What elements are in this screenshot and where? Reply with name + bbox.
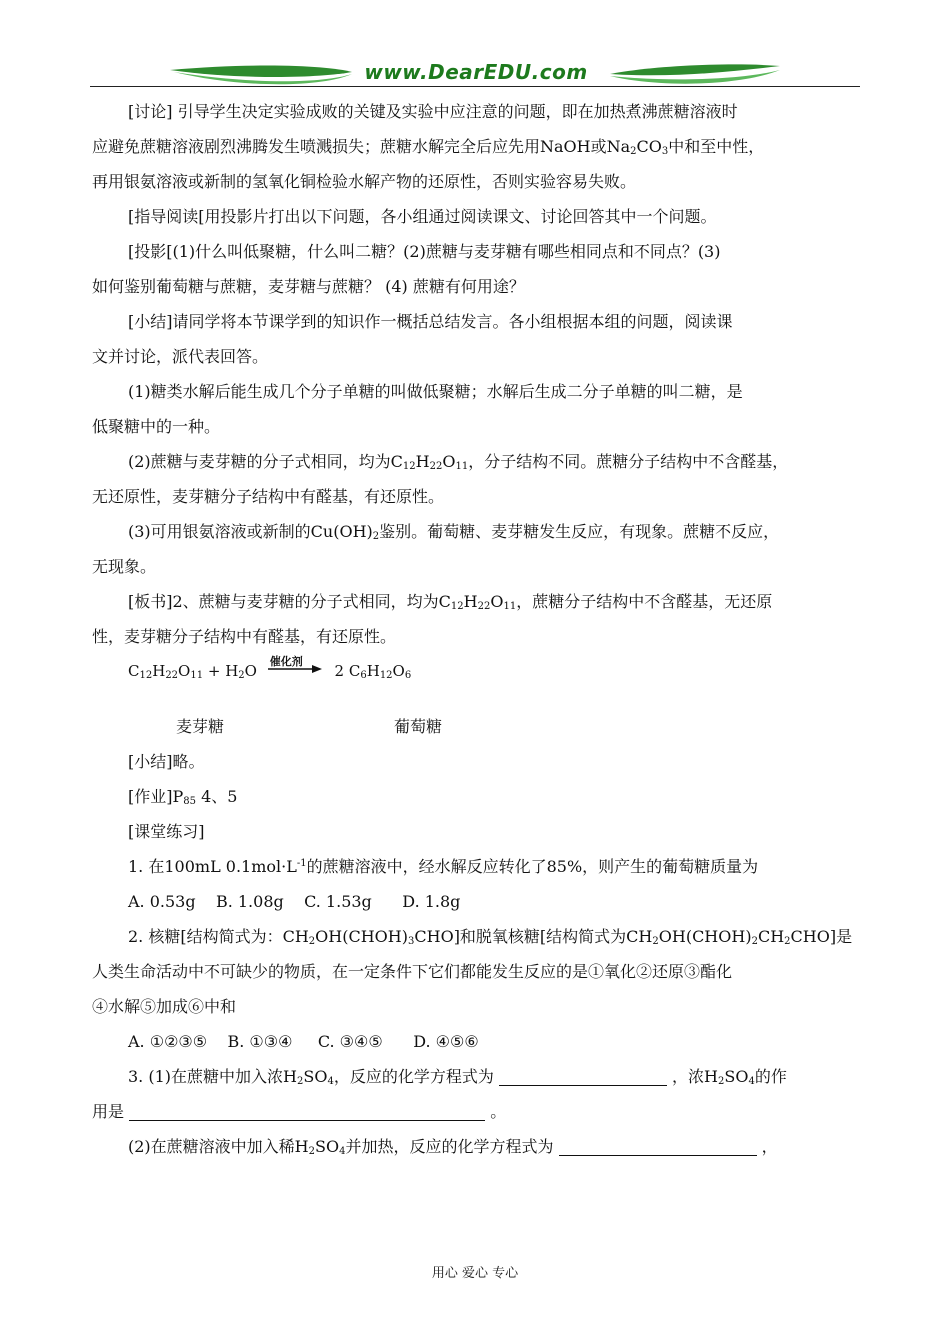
paragraph-line: 再用银氨溶液或新制的氢氧化铜检验水解产物的还原性，否则实验容易失败。 (92, 172, 637, 191)
paragraph-line: 无还原性，麦芽糖分子结构中有醛基，有还原性。 (92, 487, 445, 506)
paragraph: [投影[(1)什么叫低聚糖，什么叫二糖？(2)蔗糖与麦芽糖有哪些相同点和不同点？(3) (128, 242, 721, 261)
document-body (92, 94, 862, 1164)
reaction-arrow (268, 655, 324, 678)
homework-line: [作业]$P_{85}$ 4、5 (128, 787, 238, 807)
paragraph: [小结]请同学将本节课学到的知识作一概括总结发言。各小组根据本组的问题，阅读课 (128, 312, 733, 331)
paragraph: (3)可用银氨溶液或新制的$Cu(OH)_2$鉴别。葡萄糖、麦芽糖发生反应，有现象。蔗糖不反应， (128, 522, 780, 542)
question-2: 2. 核糖[结构简式为：$CH_2OH(CHOH)_3CHO$]和脱氧核糖[结构简式为$CH_2OH(CHOH)_2CH_2CHO$]是 (128, 927, 853, 947)
question-3-part-1: 3. (1)在蔗糖中加入浓$H_2SO_4$，反应的化学方程式为 ，浓$H_2SO_4$的作 (128, 1067, 787, 1087)
paragraph: [板书]2、蔗糖与麦芽糖的分子式相同，均为$C_{12}H_{22}O_{11}$，蔗糖分子结构中不含醛基，无还原 (128, 592, 773, 612)
page-footer: 用心 爱心 专心 (431, 1266, 519, 1281)
paragraph-line: 无现象。 (92, 557, 157, 576)
paragraph-line: 应避免蔗糖溶液剧烈沸腾发生喷溅损失；蔗糖水解完全后应先用NaOH或$Na_2CO_3$中和至中性， (92, 137, 765, 157)
answer-blank[interactable] (129, 1104, 485, 1121)
product-names: 麦芽糖 葡萄糖 (176, 717, 443, 736)
paragraph: (2)蔗糖与麦芽糖的分子式相同，均为$C_{12}H_{22}O_{11}$，分子结构不同。蔗糖分子结构中不含醛基， (128, 452, 789, 472)
question-1-options: A. 0.53g B. 1.08g C. 1.53g D. 1.8g (128, 892, 461, 911)
question-3-part-2: (2)在蔗糖溶液中加入稀$H_2SO_4$并加热，反应的化学方程式为 ， (128, 1137, 778, 1157)
paragraph: [指导阅读[用投影片打出以下问题，各小组通过阅读课文、讨论回答其中一个问题。 (128, 207, 717, 226)
question-2-options: A. ①②③⑤ B. ①③④ C. ③④⑤ D. ④⑤⑥ (128, 1032, 479, 1051)
practice-title: [课堂练习] (128, 822, 205, 841)
paragraph-line: ④水解⑤加成⑥中和 (92, 997, 237, 1016)
reaction-equation: $C_{12}H_{22}O_{11} + H_2O$ 催化剂 2 $C_6H_{12}O_6$ (92, 654, 862, 709)
paragraph-line: 人类生命活动中不可缺少的物质，在一定条件下它们都能发生反应的是①氧化②还原③酯化 (92, 962, 733, 981)
paragraph: [讨论] 引导学生决定实验成败的关键及实验中应注意的问题，即在加热煮沸蔗糖溶液时 (128, 102, 738, 121)
answer-blank[interactable] (499, 1069, 667, 1086)
paragraph-line: 性，麦芽糖分子结构中有醛基，有还原性。 (92, 627, 397, 646)
paragraph-line: 用是 。 (92, 1102, 507, 1121)
paragraph-line: 低聚糖中的一种。 (92, 417, 221, 436)
catalyst-label: 催化剂 (269, 655, 303, 668)
header-rule (90, 86, 860, 87)
question-1: 1. 在100mL $0.1mol\cdot L^{-1}$的蔗糖溶液中，经水解反应转化了85%，则产生的葡萄糖质量为 (128, 857, 759, 876)
paragraph-line: 文并讨论，派代表回答。 (92, 347, 269, 366)
paragraph: (1)糖类水解后能生成几个分子单糖的叫做低聚糖；水解后生成二分子单糖的叫二糖，是 (128, 382, 743, 401)
paragraph-line: 如何鉴别葡萄糖与蔗糖，麦芽糖与蔗糖？ (4) 蔗糖有何用途？ (92, 277, 525, 296)
answer-blank[interactable] (559, 1139, 757, 1156)
site-logo-text: www.DearEDU.com (364, 60, 588, 84)
summary-line: [小结]略。 (128, 752, 205, 771)
arrow-icon (268, 664, 324, 674)
